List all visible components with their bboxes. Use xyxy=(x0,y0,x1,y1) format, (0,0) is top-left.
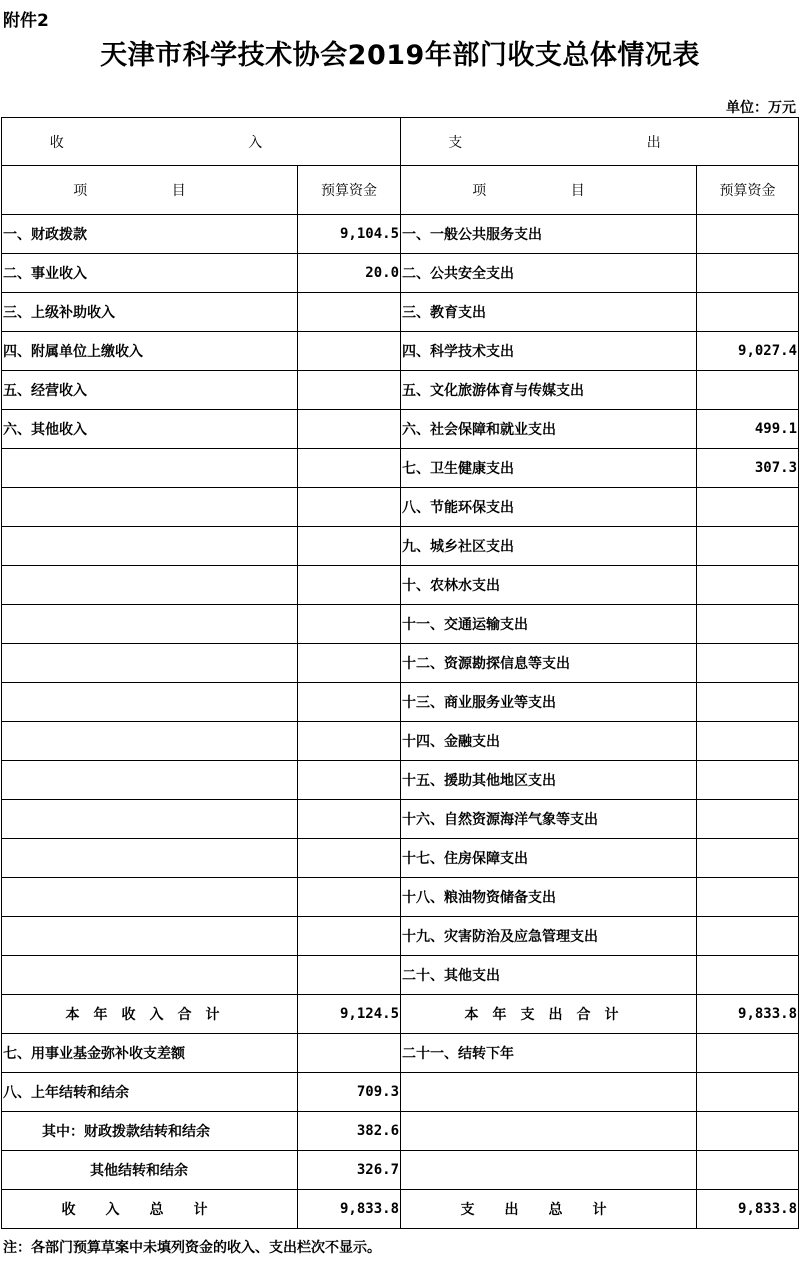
table-row xyxy=(2,215,799,254)
income-header: 收 入 xyxy=(2,118,401,166)
table-row xyxy=(2,410,799,449)
budget-table xyxy=(1,117,799,1229)
year-total-row xyxy=(2,995,799,1034)
income-value xyxy=(298,800,401,839)
unit-label: 单位：万元 xyxy=(726,100,796,116)
income-item xyxy=(2,839,298,878)
income-item: 四、附属单位上缴收入 xyxy=(2,332,298,371)
expense-value xyxy=(697,722,799,761)
income-value xyxy=(298,293,401,332)
expense-item: 六、社会保障和就业支出 xyxy=(401,410,697,449)
income-item xyxy=(2,683,298,722)
expense-value xyxy=(697,527,799,566)
expense-item: 九、城乡社区支出 xyxy=(401,527,697,566)
table-row xyxy=(2,566,799,605)
grand-income-total-value: 9,833.8 xyxy=(298,1190,401,1229)
expense-item-header: 项 目 xyxy=(401,166,697,215)
table-row xyxy=(2,644,799,683)
expense-item: 十七、住房保障支出 xyxy=(401,839,697,878)
table-row xyxy=(2,1073,799,1112)
expense-value xyxy=(697,566,799,605)
income-item xyxy=(2,605,298,644)
income-value: 382.6 xyxy=(298,1112,401,1151)
income-value xyxy=(298,956,401,995)
expense-item: 二十一、结转下年 xyxy=(401,1034,697,1073)
income-budget-header: 预算资金 xyxy=(298,166,401,215)
expense-item: 十四、金融支出 xyxy=(401,722,697,761)
expense-item: 十三、商业服务业等支出 xyxy=(401,683,697,722)
expense-value xyxy=(697,293,799,332)
expense-item: 十九、灾害防治及应急管理支出 xyxy=(401,917,697,956)
year-income-total-label: 本年收入合计 xyxy=(2,995,298,1034)
expense-item: 十六、自然资源海洋气象等支出 xyxy=(401,800,697,839)
income-item xyxy=(2,722,298,761)
income-value xyxy=(298,878,401,917)
expense-item: 十一、交通运输支出 xyxy=(401,605,697,644)
expense-value xyxy=(697,1151,799,1190)
income-value xyxy=(298,527,401,566)
income-item xyxy=(2,527,298,566)
expense-item: 二十、其他支出 xyxy=(401,956,697,995)
expense-item: 十八、粮油物资储备支出 xyxy=(401,878,697,917)
column-header-row xyxy=(2,166,799,215)
income-value xyxy=(298,605,401,644)
expense-item: 十五、援助其他地区支出 xyxy=(401,761,697,800)
expense-item: 三、教育支出 xyxy=(401,293,697,332)
income-value xyxy=(298,683,401,722)
expense-value xyxy=(697,215,799,254)
table-row xyxy=(2,1151,799,1190)
table-row xyxy=(2,449,799,488)
expense-item: 七、卫生健康支出 xyxy=(401,449,697,488)
year-income-total-value: 9,124.5 xyxy=(298,995,401,1034)
expense-item: 八、节能环保支出 xyxy=(401,488,697,527)
expense-item xyxy=(401,1073,697,1112)
income-item: 五、经营收入 xyxy=(2,371,298,410)
grand-total-row xyxy=(2,1190,799,1229)
expense-value xyxy=(697,488,799,527)
income-value xyxy=(298,488,401,527)
table-row xyxy=(2,293,799,332)
grand-expense-total-value: 9,833.8 xyxy=(697,1190,799,1229)
grand-income-total-label: 收入总计 xyxy=(2,1190,298,1229)
expense-value xyxy=(697,644,799,683)
income-item xyxy=(2,878,298,917)
expense-value xyxy=(697,1034,799,1073)
table-row xyxy=(2,605,799,644)
expense-value xyxy=(697,917,799,956)
income-value: 20.0 xyxy=(298,254,401,293)
expense-value: 499.1 xyxy=(697,410,799,449)
income-value: 326.7 xyxy=(298,1151,401,1190)
expense-item: 二、公共安全支出 xyxy=(401,254,697,293)
year-expense-total-value: 9,833.8 xyxy=(697,995,799,1034)
table-row xyxy=(2,527,799,566)
income-item xyxy=(2,449,298,488)
expense-value xyxy=(697,254,799,293)
table-row xyxy=(2,878,799,917)
table-row xyxy=(2,1112,799,1151)
expense-value xyxy=(697,956,799,995)
income-item: 六、其他收入 xyxy=(2,410,298,449)
table-row xyxy=(2,332,799,371)
expense-value xyxy=(697,878,799,917)
expense-item xyxy=(401,1112,697,1151)
table-row xyxy=(2,917,799,956)
income-item: 七、用事业基金弥补收支差额 xyxy=(2,1034,298,1073)
income-item xyxy=(2,956,298,995)
page-title: 天津市科学技术协会2019年部门收支总体情况表 xyxy=(100,40,700,71)
expense-value: 307.3 xyxy=(697,449,799,488)
income-value xyxy=(298,761,401,800)
expense-value xyxy=(697,371,799,410)
income-value xyxy=(298,917,401,956)
expense-item: 四、科学技术支出 xyxy=(401,332,697,371)
footnote: 注：各部门预算草案中未填列资金的收入、支出栏次不显示。 xyxy=(3,1240,381,1256)
expense-value xyxy=(697,800,799,839)
income-item: 一、财政拨款 xyxy=(2,215,298,254)
income-item xyxy=(2,488,298,527)
table-row xyxy=(2,371,799,410)
table-row xyxy=(2,254,799,293)
income-item xyxy=(2,761,298,800)
income-value: 709.3 xyxy=(298,1073,401,1112)
income-value xyxy=(298,449,401,488)
income-item-header: 项 目 xyxy=(2,166,298,215)
income-item xyxy=(2,800,298,839)
income-item xyxy=(2,644,298,683)
income-value xyxy=(298,1034,401,1073)
income-item: 三、上级补助收入 xyxy=(2,293,298,332)
income-item: 其他结转和结余 xyxy=(2,1151,298,1190)
income-value xyxy=(298,839,401,878)
income-item: 八、上年结转和结余 xyxy=(2,1073,298,1112)
income-item: 二、事业收入 xyxy=(2,254,298,293)
expense-value xyxy=(697,683,799,722)
expense-item xyxy=(401,1151,697,1190)
expense-value xyxy=(697,761,799,800)
income-value xyxy=(298,332,401,371)
expense-item: 五、文化旅游体育与传媒支出 xyxy=(401,371,697,410)
year-expense-total-label: 本年支出合计 xyxy=(401,995,697,1034)
income-value xyxy=(298,371,401,410)
income-value xyxy=(298,722,401,761)
expense-value xyxy=(697,839,799,878)
income-item xyxy=(2,566,298,605)
expense-value xyxy=(697,1112,799,1151)
table-row xyxy=(2,800,799,839)
expense-value: 9,027.4 xyxy=(697,332,799,371)
income-item: 其中：财政拨款结转和结余 xyxy=(2,1112,298,1151)
table-row xyxy=(2,722,799,761)
table-row xyxy=(2,488,799,527)
expense-value xyxy=(697,1073,799,1112)
expense-budget-header: 预算资金 xyxy=(697,166,799,215)
expense-value xyxy=(697,605,799,644)
table-row xyxy=(2,683,799,722)
income-value xyxy=(298,410,401,449)
expense-header: 支 出 xyxy=(401,118,799,166)
income-value xyxy=(298,644,401,683)
table-row xyxy=(2,956,799,995)
table-row xyxy=(2,761,799,800)
income-value xyxy=(298,566,401,605)
expense-item: 一、一般公共服务支出 xyxy=(401,215,697,254)
section-header-row xyxy=(2,118,799,166)
income-item xyxy=(2,917,298,956)
table-row xyxy=(2,1034,799,1073)
expense-item: 十二、资源勘探信息等支出 xyxy=(401,644,697,683)
income-value: 9,104.5 xyxy=(298,215,401,254)
table-row xyxy=(2,839,799,878)
attachment-label: 附件2 xyxy=(3,11,49,31)
grand-expense-total-label: 支出总计 xyxy=(401,1190,697,1229)
expense-item: 十、农林水支出 xyxy=(401,566,697,605)
